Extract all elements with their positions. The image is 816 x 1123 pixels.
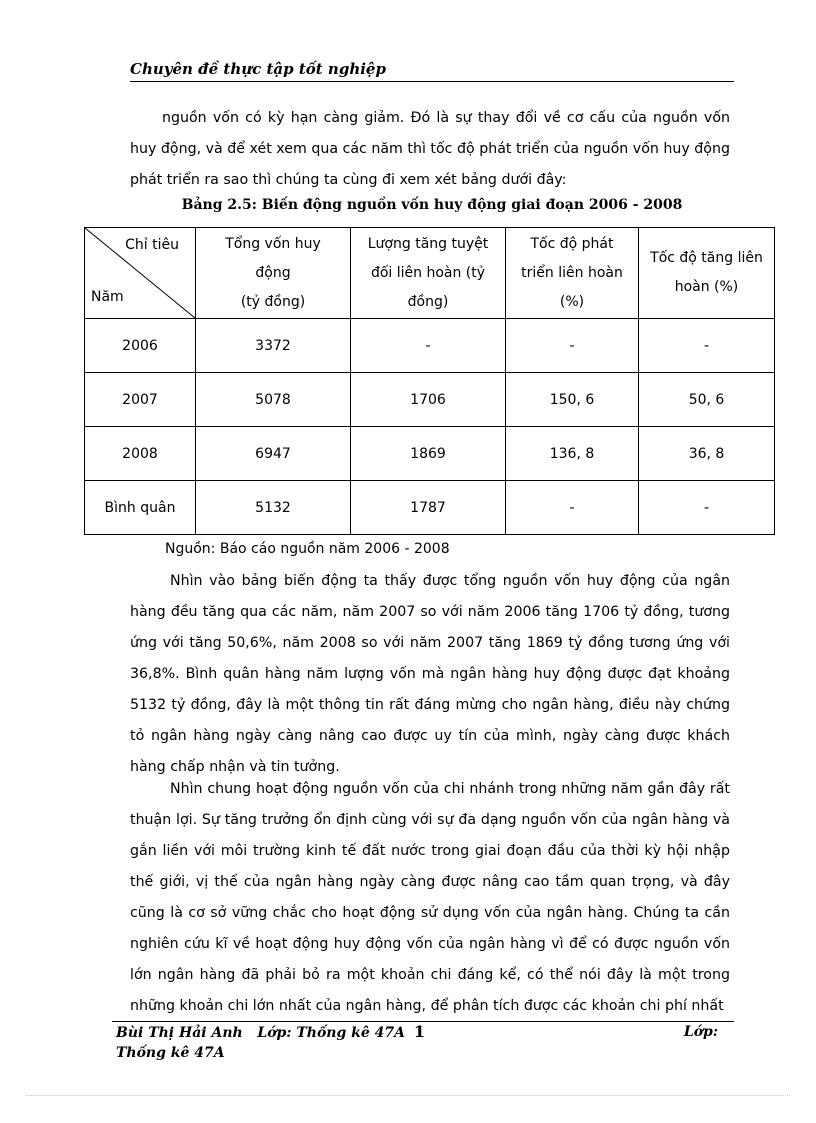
header-total-capital	[196, 228, 351, 319]
cell-abs-increase: -	[351, 319, 506, 373]
corner-header-cell	[85, 228, 196, 319]
cell-growth-rate: -	[506, 319, 639, 373]
cell-increase-rate: 50, 6	[639, 373, 775, 427]
cell-total: 6947	[196, 427, 351, 481]
cell-growth-rate: -	[506, 481, 639, 535]
table-source: Nguồn: Báo cáo nguồn năm 2006 - 2008	[165, 541, 450, 557]
header-line: đồng)	[407, 293, 449, 310]
page-bottom-divider	[26, 1095, 790, 1096]
header-line: hoàn (%)	[674, 279, 739, 295]
cell-increase-rate: -	[639, 319, 775, 373]
header-line: (%)	[559, 293, 585, 310]
corner-label-year: Năm	[91, 289, 124, 305]
footer-line2: Thống kê 47A	[116, 1045, 225, 1061]
running-header	[130, 60, 734, 82]
cell-increase-rate: 36, 8	[639, 427, 775, 481]
cell-total: 5132	[196, 481, 351, 535]
header-line: động	[255, 264, 291, 281]
header-line: Tốc độ phát	[530, 235, 614, 252]
header-line: Tổng vốn huy	[225, 235, 321, 252]
page-footer	[112, 1021, 734, 1063]
header-growth-rate	[506, 228, 639, 319]
cell-year: 2006	[85, 319, 196, 373]
header-line: đối liên hoàn (tỷ	[370, 264, 486, 281]
cell-abs-increase: 1787	[351, 481, 506, 535]
cell-year: 2007	[85, 373, 196, 427]
cell-year: 2008	[85, 427, 196, 481]
table-row	[85, 373, 775, 427]
corner-label-indicator: Chỉ tiêu	[125, 237, 179, 253]
table-caption: Bảng 2.5: Biến động nguồn vốn huy động giai đoạn 2006 - 2008	[181, 197, 683, 213]
table-row	[85, 481, 775, 535]
header-line: Lượng tăng tuyệt	[367, 235, 489, 252]
cell-growth-rate: 150, 6	[506, 373, 639, 427]
capital-table	[84, 227, 775, 535]
header-line: triển liên hoàn	[521, 264, 623, 281]
table-header-row	[85, 228, 775, 319]
header-increase-rate	[639, 228, 775, 319]
header-absolute-increase	[351, 228, 506, 319]
paragraph-analysis: Nhìn vào bảng biến động ta thấy được tổng nguồn vốn huy động của ngân hàng đều tăng qua các năm, năm 2007 so với năm 2006 tăng 1706 tỷ đồng, tương ứng với tăng 50,6%, năm 2008 so với năm 2007 tăng 1869 tỷ đồng tương ứng với 36,8%. Bình quân hàng năm lượng vốn mà ngân hàng huy động được đạt khoảng 5132 tỷ đồng, đây là một thông tin rất đáng mừng cho ngân hàng, điều này chứng tỏ ngân hàng ngày càng nâng cao được uy tín của mình, ngày càng được khách hàng chấp nhận và tin tưởng.	[130, 573, 730, 775]
paragraph-conclusion: Nhìn chung hoạt động nguồn vốn của chi nhánh trong những năm gần đây rất thuận lợi. Sự tăng trưởng ổn định cùng với sự đa dạng nguồn vốn của ngân hàng và gắn liền với môi trường kinh tế đất nước trong giai đoạn đầu của thời kỳ hội nhập thế giới, vị thế của ngân hàng ngày càng được nâng cao tầm quan trọng, và đây cũng là cơ sở vững chắc cho hoạt động sử dụng vốn của ngân hàng. Chúng ta cần nghiên cứu kĩ về hoạt động huy động vốn của ngân hàng vì để có được nguồn vốn lớn ngân hàng đã phải bỏ ra một khoản chi đáng kể, có thể nói đây là một trong những khoản chi lớn nhất của ngân hàng, để phân tích được các khoản chi phí nhất	[130, 781, 730, 1014]
header-line: Tốc độ tăng liên	[650, 250, 763, 266]
footer-right-label: Lớp:	[683, 1024, 718, 1040]
cell-total: 3372	[196, 319, 351, 373]
footer-class: Lớp: Thống kê 47A	[257, 1025, 405, 1041]
footer-author: Bùi Thị Hải Anh	[116, 1025, 243, 1041]
table-row	[85, 427, 775, 481]
cell-abs-increase: 1706	[351, 373, 506, 427]
header-title: Chuyên đề thực tập tốt nghiệp	[130, 60, 386, 78]
page-number: 1	[413, 1022, 425, 1041]
cell-growth-rate: 136, 8	[506, 427, 639, 481]
cell-increase-rate: -	[639, 481, 775, 535]
paragraph-intro: nguồn vốn có kỳ hạn càng giảm. Đó là sự thay đổi về cơ cấu của nguồn vốn huy động, và để xét xem qua các năm thì tốc độ phát triển của nguồn vốn huy động phát triển ra sao thì chúng ta cùng đi xem xét bảng dưới đây:	[130, 110, 730, 188]
cell-abs-increase: 1869	[351, 427, 506, 481]
cell-total: 5078	[196, 373, 351, 427]
cell-year: Bình quân	[85, 481, 196, 535]
header-line: (tỷ đồng)	[240, 293, 306, 310]
table-row	[85, 319, 775, 373]
